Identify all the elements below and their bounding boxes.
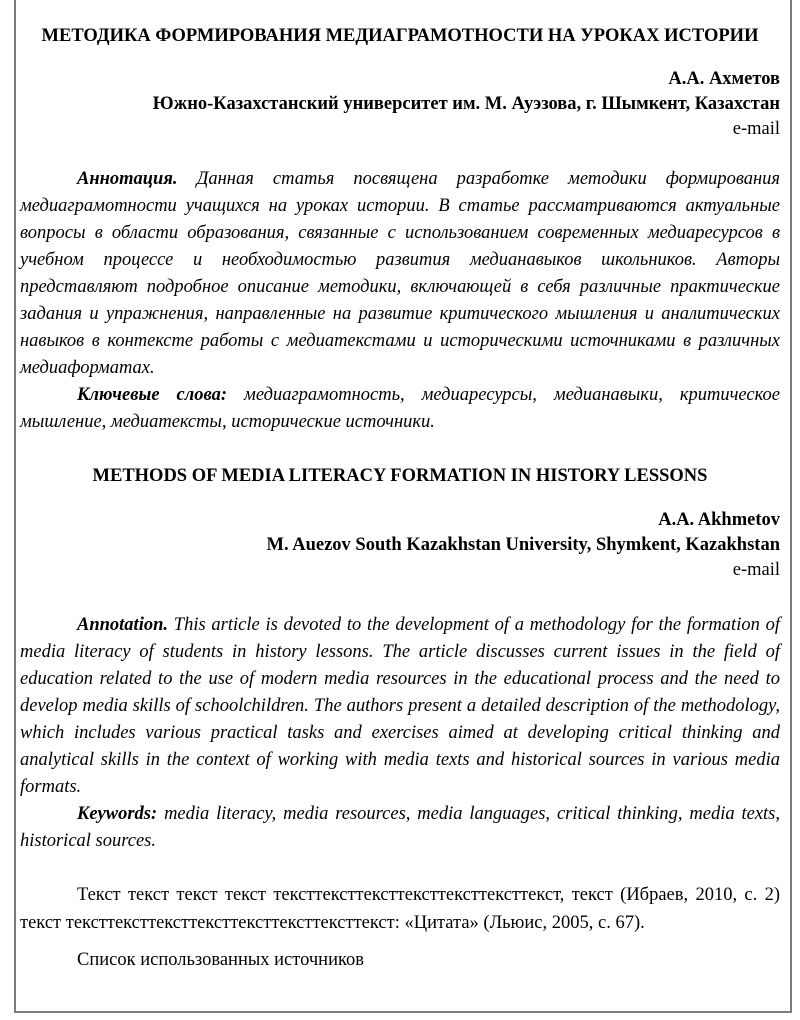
- annotation-text-ru: Данная статья посвящена разработке методики формирования медиаграмотности учащихся на уроках истории. В статье рассматриваются актуальные вопросы в области образования, связанные с использованием современных медиаресурсов в учебном процессе и необходимостью развития медианавыков школьников. Авторы представляют подробное описание методики, включающей в себя различные практические задания и упражнения, направленные на развитие критического мышления и аналитических навыков в контексте работы с медиатекстами и историческими источниками в различных медиаформатах.: [20, 169, 781, 378]
- sources-heading: Список использованных источников: [77, 950, 365, 970]
- affiliation-en: M. Auezov South Kazakhstan University, Shymkent, Kazakhstan: [266, 535, 780, 555]
- keywords-paragraph-ru: [20, 382, 780, 436]
- page-content: [20, 0, 780, 974]
- annotation-label-en: Annotation.: [77, 615, 169, 635]
- author-block-en: [20, 508, 780, 583]
- keywords-paragraph-en: [20, 801, 780, 855]
- annotation-text-en: This article is devoted to the development of a methodology for the formation of media literacy of students in history lessons. The article discusses current issues in the field of education related to the use of modern media resources in the educational process and the need to develop media skills of schoolchildren. The authors present a detailed description of the methodology, which includes various practical tasks and exercises aimed at developing critical thinking and analytical skills in the context of working with media texts and historical sources in various media formats.: [20, 615, 780, 797]
- annotation-paragraph-en: [20, 612, 780, 801]
- body-paragraph: Текст текст текст текст тексттексттексттексттексттексттекст, текст (Ибраев, 2010, с. 2) текст тексттексттексттексттексттексттексттекст: «Цитата» (Льюис, 2005, с. 67).: [20, 885, 780, 933]
- annotation-paragraph-ru: [20, 166, 780, 382]
- article-title-en: METHODS OF MEDIA LITERACY FORMATION IN HISTORY LESSONS: [92, 466, 708, 486]
- author-name-ru: А.А. Ахметов: [668, 69, 780, 89]
- annotation-label-ru: Аннотация.: [77, 169, 178, 189]
- keywords-label-ru: Ключевые слова:: [77, 385, 228, 405]
- keywords-text-ru: медиаграмотность, медиаресурсы, медианавыки, критическое мышление, медиатексты, исторические источники.: [20, 385, 780, 432]
- email-label-ru: e-mail: [732, 119, 780, 139]
- author-block-ru: [20, 67, 780, 142]
- email-label-en: e-mail: [732, 560, 780, 580]
- keywords-text-en: media literacy, media resources, media languages, critical thinking, media texts, historical sources.: [20, 804, 781, 851]
- keywords-label-en: Keywords:: [77, 804, 158, 824]
- author-name-en: A.A. Akhmetov: [658, 510, 780, 530]
- affiliation-ru: Южно-Казахстанский университет им. М. Ауэзова, г. Шымкент, Казахстан: [152, 94, 780, 114]
- article-title-ru: МЕТОДИКА ФОРМИРОВАНИЯ МЕДИАГРАМОТНОСТИ НА УРОКАХ ИСТОРИИ: [41, 26, 759, 46]
